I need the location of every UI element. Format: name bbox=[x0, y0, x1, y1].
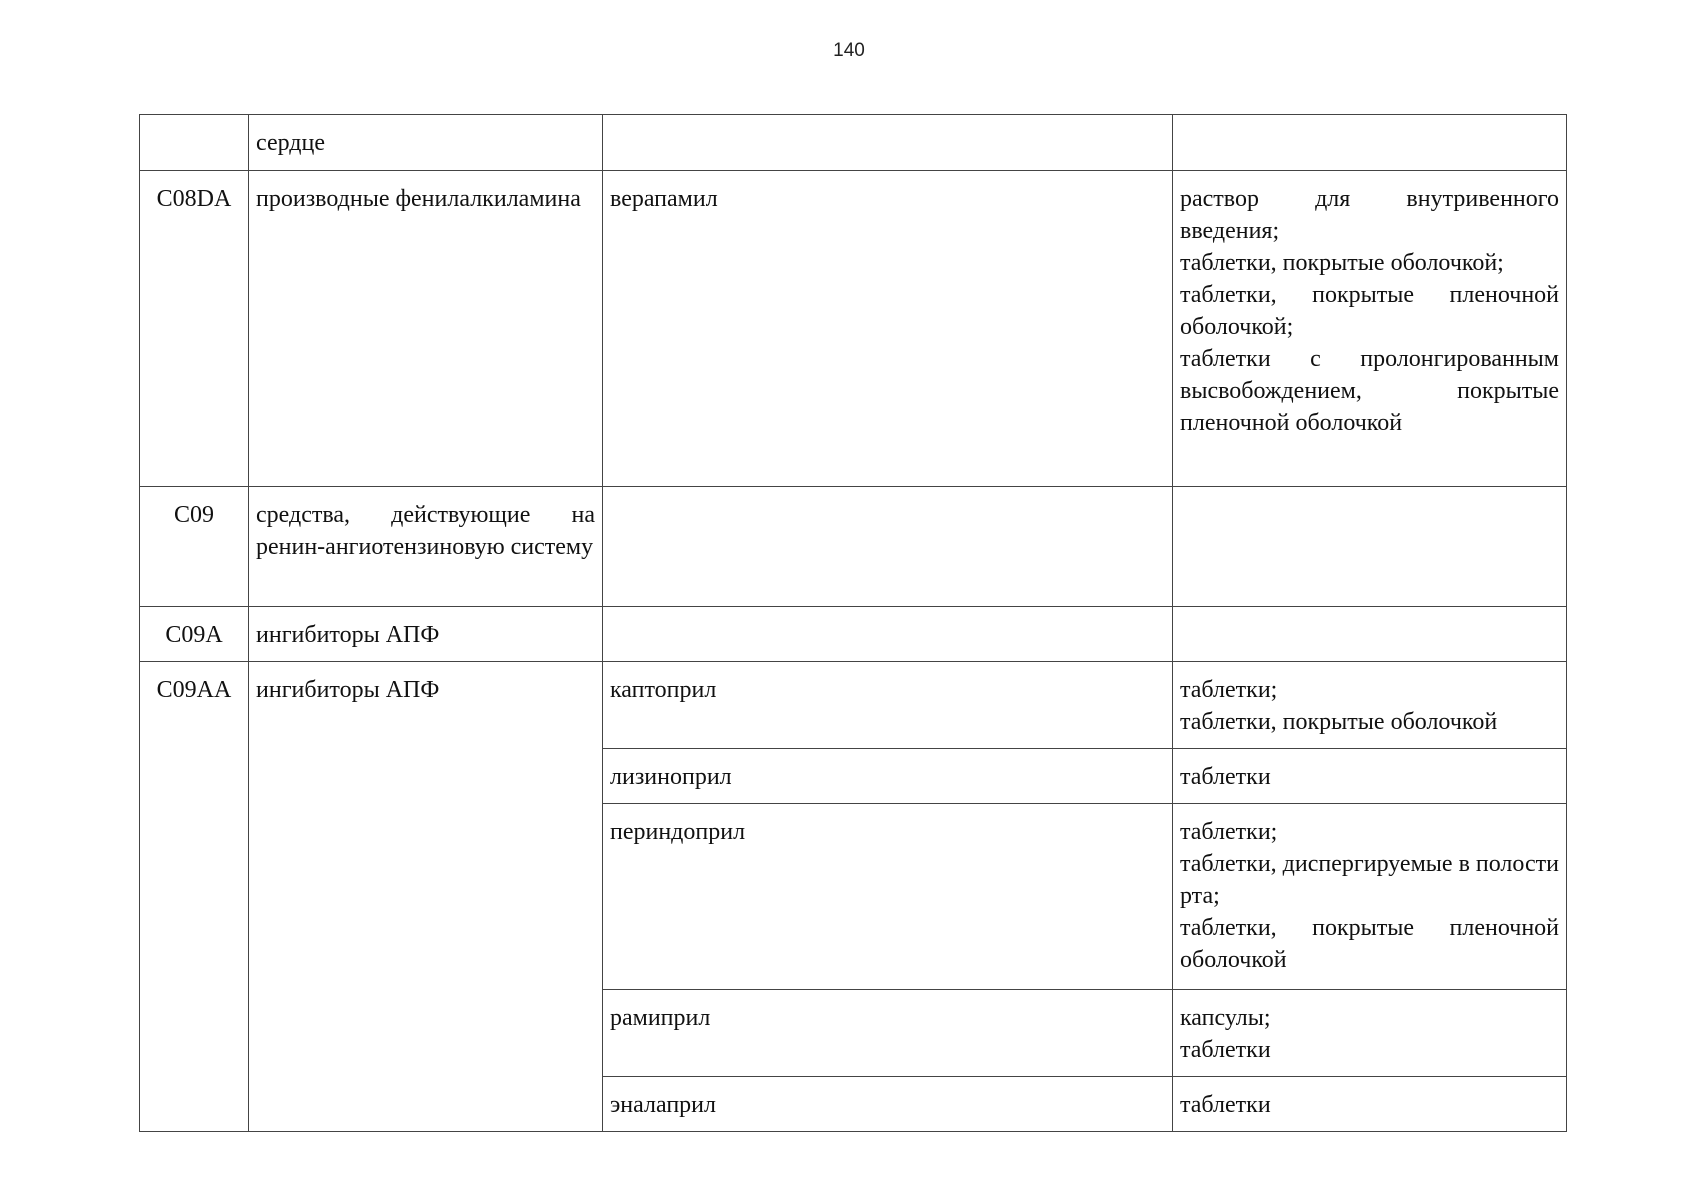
drug-cell: периндоприл bbox=[603, 804, 1173, 990]
dosage-forms-cell bbox=[1173, 607, 1567, 662]
dosage-forms-cell bbox=[1173, 1077, 1567, 1132]
dosage-form: таблетки; bbox=[1180, 819, 1278, 845]
drug-cell: эналаприл bbox=[603, 1077, 1173, 1132]
table-row bbox=[140, 171, 1567, 487]
table-row bbox=[140, 662, 1567, 749]
dosage-forms-cell bbox=[1173, 662, 1567, 749]
dosage-form: таблетки bbox=[1180, 764, 1271, 790]
drug-cell bbox=[603, 115, 1173, 171]
table-row bbox=[140, 487, 1567, 607]
dosage-form: таблетки, покрытые пленочной оболочкой bbox=[1180, 915, 1559, 973]
atc-code-cell: C08DA bbox=[140, 171, 249, 487]
dosage-form: таблетки bbox=[1180, 1092, 1271, 1118]
group-cell: ингибиторы АПФ bbox=[249, 607, 603, 662]
atc-code-cell bbox=[140, 115, 249, 171]
dosage-form: капсулы; bbox=[1180, 1005, 1271, 1031]
drug-cell bbox=[603, 607, 1173, 662]
drug-cell: рамиприл bbox=[603, 990, 1173, 1077]
page-number: 140 bbox=[833, 40, 865, 61]
drug-cell: верапамил bbox=[603, 171, 1173, 487]
dosage-forms-cell bbox=[1173, 115, 1567, 171]
dosage-form: таблетки с пролонгированным высвобождением, покрытые пленочной оболочкой bbox=[1180, 346, 1559, 436]
dosage-forms-cell bbox=[1173, 171, 1567, 487]
drug-table bbox=[139, 114, 1567, 1132]
drug-cell bbox=[603, 487, 1173, 607]
group-cell: производные фенилалкиламина bbox=[249, 171, 603, 487]
drug-cell: лизиноприл bbox=[603, 749, 1173, 804]
group-cell: ингибиторы АПФ bbox=[249, 662, 603, 1132]
dosage-forms-cell bbox=[1173, 990, 1567, 1077]
dosage-forms-cell bbox=[1173, 804, 1567, 990]
dosage-form: таблетки, покрытые оболочкой; bbox=[1180, 250, 1504, 276]
atc-code-cell: C09A bbox=[140, 607, 249, 662]
dosage-form: таблетки bbox=[1180, 1037, 1271, 1063]
dosage-forms-cell bbox=[1173, 487, 1567, 607]
table-row bbox=[140, 115, 1567, 171]
group-cell: сердце bbox=[249, 115, 603, 171]
group-cell: средства, действующие на ренин-ангиотензиновую систему bbox=[249, 487, 603, 607]
atc-code-cell: C09 bbox=[140, 487, 249, 607]
dosage-form: раствор для внутривенного введения; bbox=[1180, 186, 1559, 244]
dosage-form: таблетки, покрытые оболочкой bbox=[1180, 709, 1498, 735]
dosage-form: таблетки, диспергируемые в полости рта; bbox=[1180, 851, 1559, 909]
drug-cell: каптоприл bbox=[603, 662, 1173, 749]
dosage-forms-cell bbox=[1173, 749, 1567, 804]
dosage-form: таблетки; bbox=[1180, 677, 1278, 703]
dosage-form: таблетки, покрытые пленочной оболочкой; bbox=[1180, 282, 1559, 340]
atc-code-cell: C09AA bbox=[140, 662, 249, 1132]
table-row bbox=[140, 607, 1567, 662]
